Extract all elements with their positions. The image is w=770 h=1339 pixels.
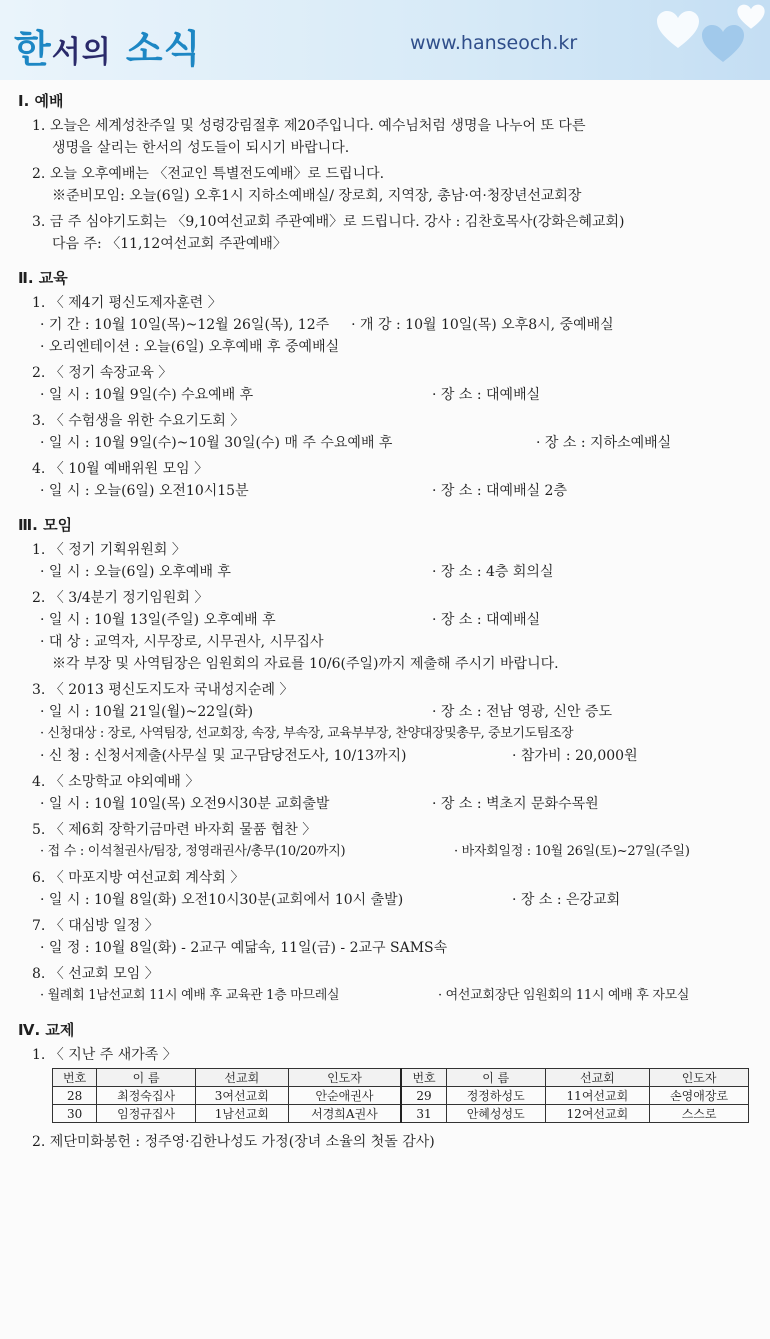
item-detail: · 일 시 : 오늘(6일) 오전10시15분 [40,483,249,499]
newsletter-title [14,18,201,73]
section-title: Ⅳ. 교제 [18,1021,75,1039]
item-heading: 1. 〈 지난 주 새가족 〉 [32,1047,177,1063]
item-text: 오늘 오후예배는 〈전교인 특별전도예배〉로 드립니다. [49,166,385,182]
list-item [32,211,758,255]
list-item [32,679,758,767]
column-header: 인도자 [650,1069,749,1087]
column-header: 이 름 [446,1069,545,1087]
newsletter-content [0,80,770,1153]
item-heading: 3. 〈 수험생을 위한 수요기도회 〉 [32,413,245,429]
table-cell: 11여선교회 [545,1087,650,1105]
table-cell: 서경희A권사 [288,1105,401,1123]
list-item [32,163,758,207]
item-detail: · 장 소 : 대예배실 [432,612,541,628]
item-text: 오늘은 세계성찬주일 및 성령강림절후 제20주입니다. 예수님처럼 생명을 나누어 또 다른 [49,118,586,134]
list-item [32,587,758,675]
heart-icon [700,24,746,64]
section-title: Ⅱ. 교육 [18,269,68,287]
section-title: Ⅲ. 모임 [18,516,73,534]
title-part-2: 서의 [51,35,112,70]
item-heading: 1. 〈 제4기 평신도제자훈련 〉 [32,295,222,311]
list-item [32,867,758,911]
item-detail: · 월례회 1남선교회 11시 예배 후 교육관 1층 마므레실 [40,988,340,1003]
table-cell: 최정숙집사 [97,1087,196,1105]
item-detail: · 장 소 : 지하소예배실 [536,435,672,451]
table-cell: 31 [401,1105,446,1123]
item-text: 다음 주: 〈11,12여선교회 주관예배〉 [52,236,287,252]
item-heading: 1. 〈 정기 기획위원회 〉 [32,542,186,558]
item-detail: · 바자회일정 : 10월 26일(토)~27일(주일) [454,844,690,859]
column-header: 선교회 [545,1069,650,1087]
list-item [32,458,758,502]
item-detail: · 장 소 : 4층 회의실 [432,564,554,580]
column-header: 인도자 [288,1069,401,1087]
website-url[interactable]: www.hanseoch.kr [410,32,578,54]
item-detail: · 장 소 : 대예배실 [432,387,541,403]
table-cell: 28 [53,1087,97,1105]
section-fellowship [14,1019,758,1153]
table-header-row [53,1069,749,1087]
table-cell: 임정규집사 [97,1105,196,1123]
item-note: ※준비모임: 오늘(6일) 오후1시 지하소예배실/ 장로회, 지역장, 총남·여·청장년선교회장 [52,188,582,204]
table-cell: 30 [53,1105,97,1123]
title-part-3: 소식 [125,27,202,71]
item-note: ※각 부장 및 사역팀장은 임원회의 자료를 10/6(주일)까지 제출해 주시기 바랍니다. [52,656,559,672]
table-cell: 3여선교회 [196,1087,289,1105]
table-row [53,1087,749,1105]
item-detail: · 기 간 : 10월 10일(목)~12월 26일(목), 12주 [40,317,330,333]
item-detail: · 접 수 : 이석철권사/팀장, 정영래권사/총무(10/20까지) [40,844,346,859]
list-item [32,915,758,959]
column-header: 선교회 [196,1069,289,1087]
item-detail: · 일 시 : 10월 10일(목) 오전9시30분 교회출발 [40,796,330,812]
item-detail: · 일 시 : 10월 9일(수)~10월 30일(수) 매 주 수요예배 후 [40,435,393,451]
item-detail: · 일 시 : 10월 13일(주일) 오후예배 후 [40,612,276,628]
item-number: 1. [32,118,46,134]
item-detail: · 장 소 : 벽초지 문화수목원 [432,796,599,812]
item-detail: · 일 시 : 10월 9일(수) 수요예배 후 [40,387,254,403]
item-text: 2. 제단미화봉헌 : 정주영·김한나성도 가정(장녀 소율의 첫돌 감사) [32,1134,435,1150]
table-cell: 손영애장로 [650,1087,749,1105]
item-number: 3. [32,214,46,230]
item-heading: 4. 〈 소망학교 야외예배 〉 [32,774,200,790]
column-header: 번호 [53,1069,97,1087]
section-worship [14,90,758,255]
item-heading: 2. 〈 3/4분기 정기임원회 〉 [32,590,209,606]
list-item [32,539,758,583]
title-part-1: 한 [14,27,52,71]
item-detail: · 일 정 : 10월 8일(화) - 2교구 예닮속, 11일(금) - 2교구 SAMS속 [40,940,448,956]
item-detail: · 일 시 : 오늘(6일) 오후예배 후 [40,564,231,580]
item-text: 금 주 심야기도회는 〈9,10여선교회 주관예배〉로 드립니다. 강사 : 김찬호목사(강화은혜교회) [49,214,625,230]
new-family-table [52,1068,749,1123]
item-detail: · 일 시 : 10월 8일(화) 오전10시30분(교회에서 10시 출발) [40,892,404,908]
item-detail: · 장 소 : 대예배실 2층 [432,483,567,499]
item-heading: 4. 〈 10월 예배위원 모임 〉 [32,461,209,477]
table-cell: 1남선교회 [196,1105,289,1123]
item-detail: · 장 소 : 전남 영광, 신안 증도 [432,704,613,720]
table-cell: 안혜성성도 [446,1105,545,1123]
column-header: 번호 [401,1069,446,1087]
item-detail: · 대 상 : 교역자, 시무장로, 시무권사, 시무집사 [40,634,324,650]
item-heading: 6. 〈 마포지방 여선교회 계삭회 〉 [32,870,245,886]
section-meetings [14,514,758,1007]
item-detail: · 개 강 : 10월 10일(목) 오후8시, 중예배실 [351,317,614,333]
item-detail: · 신 청 : 신청서제출(사무실 및 교구담당전도사, 10/13까지) [40,748,407,764]
list-item [32,771,758,815]
item-detail: · 오리엔테이션 : 오늘(6일) 오후예배 후 중예배실 [40,339,340,355]
list-item [32,1044,758,1066]
item-detail: · 일 시 : 10월 21일(월)~22일(화) [40,704,254,720]
item-heading: 7. 〈 대심방 일정 〉 [32,918,159,934]
list-item [32,1131,758,1153]
list-item [32,963,758,1007]
section-title: Ⅰ. 예배 [18,92,64,110]
newsletter-header [0,0,770,80]
item-detail: · 장 소 : 은강교회 [512,892,621,908]
item-heading: 3. 〈 2013 평신도지도자 국내성지순례 〉 [32,682,294,698]
table-row [53,1105,749,1123]
item-detail: · 참가비 : 20,000원 [512,748,638,764]
item-text: 생명을 살리는 한서의 성도들이 되시기 바랍니다. [52,140,350,156]
table-cell: 정정하성도 [446,1087,545,1105]
table-cell: 29 [401,1087,446,1105]
list-item [32,292,758,358]
heart-icon [655,10,701,50]
table-cell: 안순애권사 [288,1087,401,1105]
item-detail: · 신청대상 : 장로, 사역팀장, 선교회장, 속장, 부속장, 교육부부장, 찬양대장및총무, 중보기도팀조장 [40,726,574,741]
list-item [32,410,758,454]
list-item [32,819,758,863]
section-education [14,267,758,502]
item-detail: · 여선교회장단 임원회의 11시 예배 후 자모실 [438,988,690,1003]
item-heading: 8. 〈 선교회 모임 〉 [32,966,159,982]
item-heading: 2. 〈 정기 속장교육 〉 [32,365,173,381]
list-item [32,362,758,406]
column-header: 이 름 [97,1069,196,1087]
heart-icon [736,4,766,30]
table-cell: 12여선교회 [545,1105,650,1123]
list-item [32,115,758,159]
item-number: 2. [32,166,46,182]
item-heading: 5. 〈 제6회 장학기금마련 바자회 물품 협찬 〉 [32,822,317,838]
table-cell: 스스로 [650,1105,749,1123]
